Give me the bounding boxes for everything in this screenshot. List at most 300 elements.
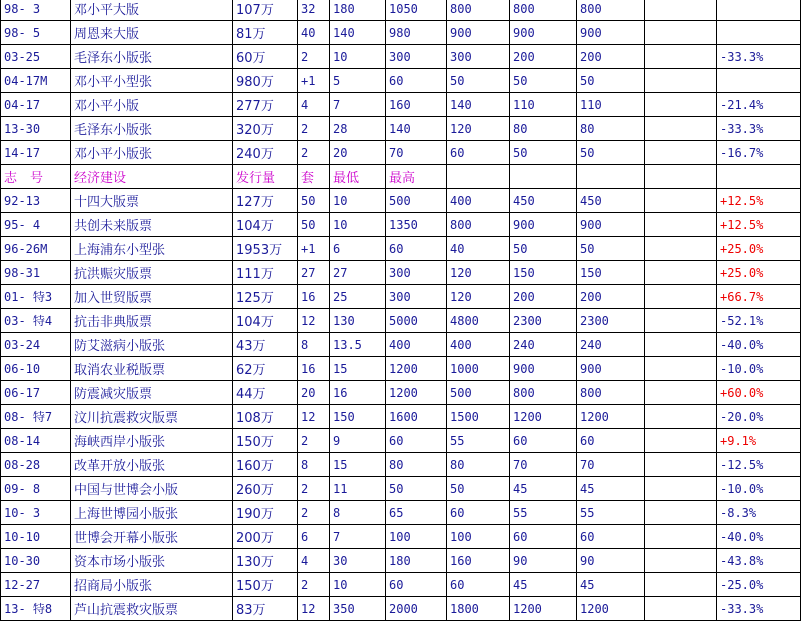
price-b-cell: 50: [510, 237, 577, 261]
table-row: [1, 525, 801, 549]
set-count-cell: 12: [298, 405, 330, 429]
price-c-cell: 900: [577, 357, 645, 381]
issue-code-cell: 08-28: [1, 453, 71, 477]
circulation-cell: 107万: [233, 0, 298, 21]
set-count-cell: 32: [298, 0, 330, 21]
table-row: [1, 309, 801, 333]
circulation-cell: 111万: [233, 261, 298, 285]
stamp-name-cell: 海峡西岸小版张: [71, 429, 233, 453]
table-row: [1, 285, 801, 309]
issue-code-cell: 03-24: [1, 333, 71, 357]
blank-cell: [645, 309, 717, 333]
price-high-cell: 50: [386, 477, 447, 501]
stamp-name-cell: 周恩来大版: [71, 21, 233, 45]
price-low-cell: 5: [330, 69, 386, 93]
price-low-cell: 9: [330, 429, 386, 453]
issue-code-cell: 08-14: [1, 429, 71, 453]
change-percent-cell: -25.0%: [717, 573, 801, 597]
circulation-cell: 1953万: [233, 237, 298, 261]
circulation-cell: 277万: [233, 93, 298, 117]
price-b-cell: 55: [510, 501, 577, 525]
issue-code-cell: 96-26M: [1, 237, 71, 261]
set-count-cell: 6: [298, 525, 330, 549]
table-row: [1, 261, 801, 285]
issue-code-cell: 95- 4: [1, 213, 71, 237]
price-low-cell: 10: [330, 573, 386, 597]
stamp-name-cell: 取消农业税版票: [71, 357, 233, 381]
price-high-cell: 1200: [386, 381, 447, 405]
issue-code-cell: 92-13: [1, 189, 71, 213]
price-low-cell: 10: [330, 189, 386, 213]
price-a-cell: 400: [447, 189, 510, 213]
stamp-name-cell: 汶川抗震救灾版票: [71, 405, 233, 429]
issue-code-cell: 98-31: [1, 261, 71, 285]
blank-cell: [645, 549, 717, 573]
table-row: [1, 429, 801, 453]
price-low-cell: 7: [330, 93, 386, 117]
stamp-name-cell: 世博会开幕小版张: [71, 525, 233, 549]
stamp-name-cell: 抗击非典版票: [71, 309, 233, 333]
price-high-cell: 60: [386, 69, 447, 93]
change-percent-cell: +12.5%: [717, 189, 801, 213]
change-percent-cell: +9.1%: [717, 429, 801, 453]
price-a-cell: 1800: [447, 597, 510, 621]
price-low-cell: 28: [330, 117, 386, 141]
blank-cell: [645, 189, 717, 213]
blank-cell: [645, 501, 717, 525]
price-high-cell: 400: [386, 333, 447, 357]
price-b-cell: 900: [510, 21, 577, 45]
price-b-cell: 900: [510, 213, 577, 237]
price-a-cell: 800: [447, 0, 510, 21]
price-high-cell: 140: [386, 117, 447, 141]
change-percent-cell: -21.4%: [717, 93, 801, 117]
set-count-cell: 2: [298, 429, 330, 453]
price-low-cell: 16: [330, 381, 386, 405]
circulation-cell: 160万: [233, 453, 298, 477]
blank-cell: [645, 405, 717, 429]
section-header-row: [1, 165, 801, 189]
issue-code-cell: 14-17: [1, 141, 71, 165]
table-row: [1, 0, 801, 21]
price-high-cell: 1050: [386, 0, 447, 21]
circulation-cell: 43万: [233, 333, 298, 357]
stamp-name-cell: 邓小平大版: [71, 0, 233, 21]
price-high-cell: 300: [386, 261, 447, 285]
blank-cell: [645, 141, 717, 165]
blank-cell: [645, 213, 717, 237]
circulation-cell: 83万: [233, 597, 298, 621]
price-b-cell: 1200: [510, 405, 577, 429]
set-count-cell: 27: [298, 261, 330, 285]
circulation-cell: 81万: [233, 21, 298, 45]
table-row: [1, 93, 801, 117]
header-price-low-cell: 最低: [330, 165, 386, 189]
price-a-cell: 1000: [447, 357, 510, 381]
price-high-cell: 980: [386, 21, 447, 45]
stamp-name-cell: 防艾滋病小版张: [71, 333, 233, 357]
issue-code-cell: 06-10: [1, 357, 71, 381]
price-low-cell: 350: [330, 597, 386, 621]
price-high-cell: 60: [386, 573, 447, 597]
price-b-cell: 200: [510, 285, 577, 309]
blank-cell: [645, 573, 717, 597]
blank-cell: [645, 117, 717, 141]
issue-code-cell: 12-27: [1, 573, 71, 597]
stamp-name-cell: 上海世博园小版张: [71, 501, 233, 525]
set-count-cell: 12: [298, 597, 330, 621]
circulation-cell: 150万: [233, 573, 298, 597]
issue-code-cell: 09- 8: [1, 477, 71, 501]
price-low-cell: 13.5: [330, 333, 386, 357]
price-c-cell: 50: [577, 141, 645, 165]
issue-code-cell: 10-10: [1, 525, 71, 549]
blank-cell: [645, 453, 717, 477]
set-count-cell: 2: [298, 501, 330, 525]
price-a-cell: 120: [447, 261, 510, 285]
table-row: [1, 117, 801, 141]
stamp-name-cell: 中国与世博会小版: [71, 477, 233, 501]
blank-cell: [645, 69, 717, 93]
issue-code-cell: 01- 特3: [1, 285, 71, 309]
circulation-cell: 320万: [233, 117, 298, 141]
change-percent-cell: +25.0%: [717, 237, 801, 261]
table-row: [1, 141, 801, 165]
blank-cell: [645, 261, 717, 285]
price-high-cell: 500: [386, 189, 447, 213]
price-c-cell: 200: [577, 285, 645, 309]
set-count-cell: 2: [298, 477, 330, 501]
issue-code-cell: 13- 特8: [1, 597, 71, 621]
circulation-cell: 44万: [233, 381, 298, 405]
change-percent-cell: -33.3%: [717, 597, 801, 621]
circulation-cell: 108万: [233, 405, 298, 429]
price-a-cell: 400: [447, 333, 510, 357]
blank-cell: [645, 333, 717, 357]
issue-code-cell: 06-17: [1, 381, 71, 405]
price-b-cell: 70: [510, 453, 577, 477]
table-row: [1, 597, 801, 621]
set-count-cell: 16: [298, 357, 330, 381]
change-percent-cell: -12.5%: [717, 453, 801, 477]
blank-cell: [645, 0, 717, 21]
change-percent-cell: +12.5%: [717, 213, 801, 237]
price-b-cell: 150: [510, 261, 577, 285]
price-c-cell: 60: [577, 429, 645, 453]
change-percent-cell: +66.7%: [717, 285, 801, 309]
blank-cell: [645, 93, 717, 117]
set-count-cell: 2: [298, 117, 330, 141]
price-a-cell: 50: [447, 477, 510, 501]
price-low-cell: 7: [330, 525, 386, 549]
price-low-cell: 180: [330, 0, 386, 21]
circulation-cell: 62万: [233, 357, 298, 381]
price-a-cell: 800: [447, 213, 510, 237]
price-a-cell: 50: [447, 69, 510, 93]
price-b-cell: 110: [510, 93, 577, 117]
header-price-high-cell: 最高: [386, 165, 447, 189]
issue-code-cell: 10-30: [1, 549, 71, 573]
set-count-cell: 12: [298, 309, 330, 333]
price-a-cell: 140: [447, 93, 510, 117]
blank-cell: [645, 45, 717, 69]
price-c-cell: 90: [577, 549, 645, 573]
circulation-cell: 104万: [233, 213, 298, 237]
price-b-cell: 60: [510, 525, 577, 549]
table-row: [1, 69, 801, 93]
stamp-name-cell: 共创未来版票: [71, 213, 233, 237]
change-percent-cell: -20.0%: [717, 405, 801, 429]
blank-cell: [645, 429, 717, 453]
issue-code-cell: 04-17: [1, 93, 71, 117]
header-price-b-cell: [510, 165, 577, 189]
change-percent-cell: -43.8%: [717, 549, 801, 573]
circulation-cell: 240万: [233, 141, 298, 165]
price-c-cell: 80: [577, 117, 645, 141]
header-set-count-cell: 套: [298, 165, 330, 189]
circulation-cell: 127万: [233, 189, 298, 213]
price-high-cell: 300: [386, 285, 447, 309]
price-c-cell: 240: [577, 333, 645, 357]
price-high-cell: 65: [386, 501, 447, 525]
table-row: [1, 333, 801, 357]
price-c-cell: 45: [577, 573, 645, 597]
price-a-cell: 500: [447, 381, 510, 405]
price-high-cell: 5000: [386, 309, 447, 333]
header-issue-code-cell: 志 号: [1, 165, 71, 189]
price-b-cell: 2300: [510, 309, 577, 333]
price-a-cell: 900: [447, 21, 510, 45]
header-price-a-cell: [447, 165, 510, 189]
price-c-cell: 50: [577, 69, 645, 93]
stamp-name-cell: 资本市场小版张: [71, 549, 233, 573]
price-high-cell: 1350: [386, 213, 447, 237]
circulation-cell: 130万: [233, 549, 298, 573]
price-b-cell: 900: [510, 357, 577, 381]
price-b-cell: 200: [510, 45, 577, 69]
price-a-cell: 60: [447, 141, 510, 165]
stamp-name-cell: 毛泽东小版张: [71, 45, 233, 69]
price-low-cell: 25: [330, 285, 386, 309]
blank-cell: [645, 597, 717, 621]
stamp-name-cell: 改革开放小版张: [71, 453, 233, 477]
change-percent-cell: [717, 0, 801, 21]
price-high-cell: 180: [386, 549, 447, 573]
table-row: [1, 21, 801, 45]
circulation-cell: 200万: [233, 525, 298, 549]
stamp-name-cell: 防震减灾版票: [71, 381, 233, 405]
price-low-cell: 27: [330, 261, 386, 285]
set-count-cell: +1: [298, 237, 330, 261]
price-a-cell: 100: [447, 525, 510, 549]
table-row: [1, 45, 801, 69]
stamp-name-cell: 毛泽东小版张: [71, 117, 233, 141]
price-low-cell: 130: [330, 309, 386, 333]
circulation-cell: 104万: [233, 309, 298, 333]
change-percent-cell: [717, 69, 801, 93]
price-low-cell: 10: [330, 213, 386, 237]
price-b-cell: 1200: [510, 597, 577, 621]
change-percent-cell: -10.0%: [717, 477, 801, 501]
stamp-name-cell: 芦山抗震救灾版票: [71, 597, 233, 621]
stamp-name-cell: 十四大版票: [71, 189, 233, 213]
circulation-cell: 150万: [233, 429, 298, 453]
price-low-cell: 6: [330, 237, 386, 261]
price-low-cell: 8: [330, 501, 386, 525]
price-high-cell: 80: [386, 453, 447, 477]
blank-cell: [645, 285, 717, 309]
table-row: [1, 477, 801, 501]
table-row: [1, 381, 801, 405]
circulation-cell: 125万: [233, 285, 298, 309]
stamp-name-cell: 上海浦东小型张: [71, 237, 233, 261]
issue-code-cell: 98- 3: [1, 0, 71, 21]
table-row: [1, 357, 801, 381]
change-percent-cell: -8.3%: [717, 501, 801, 525]
price-c-cell: 800: [577, 0, 645, 21]
price-c-cell: 55: [577, 501, 645, 525]
table-row: [1, 453, 801, 477]
price-b-cell: 800: [510, 0, 577, 21]
price-a-cell: 55: [447, 429, 510, 453]
price-low-cell: 30: [330, 549, 386, 573]
price-b-cell: 45: [510, 477, 577, 501]
price-c-cell: 1200: [577, 597, 645, 621]
issue-code-cell: 04-17M: [1, 69, 71, 93]
price-b-cell: 90: [510, 549, 577, 573]
header-stamp-name-cell: 经济建设: [71, 165, 233, 189]
price-high-cell: 300: [386, 45, 447, 69]
price-b-cell: 50: [510, 141, 577, 165]
price-a-cell: 4800: [447, 309, 510, 333]
stamp-name-cell: 加入世贸版票: [71, 285, 233, 309]
price-low-cell: 15: [330, 357, 386, 381]
price-low-cell: 20: [330, 141, 386, 165]
price-c-cell: 150: [577, 261, 645, 285]
stamp-name-cell: 抗洪赈灾版票: [71, 261, 233, 285]
table-row: [1, 189, 801, 213]
set-count-cell: 2: [298, 45, 330, 69]
table-row: [1, 213, 801, 237]
change-percent-cell: -16.7%: [717, 141, 801, 165]
circulation-cell: 260万: [233, 477, 298, 501]
change-percent-cell: -33.3%: [717, 45, 801, 69]
stamp-name-cell: 邓小平小版: [71, 93, 233, 117]
blank-cell: [645, 477, 717, 501]
set-count-cell: 8: [298, 453, 330, 477]
stamp-name-cell: 招商局小版张: [71, 573, 233, 597]
issue-code-cell: 08- 特7: [1, 405, 71, 429]
price-high-cell: 70: [386, 141, 447, 165]
price-a-cell: 60: [447, 501, 510, 525]
price-c-cell: 1200: [577, 405, 645, 429]
set-count-cell: 50: [298, 213, 330, 237]
table-row: [1, 405, 801, 429]
price-c-cell: 110: [577, 93, 645, 117]
price-a-cell: 40: [447, 237, 510, 261]
price-low-cell: 150: [330, 405, 386, 429]
table-body: [1, 0, 801, 621]
price-a-cell: 160: [447, 549, 510, 573]
change-percent-cell: +60.0%: [717, 381, 801, 405]
price-c-cell: 2300: [577, 309, 645, 333]
header-price-c-cell: [577, 165, 645, 189]
change-percent-cell: -10.0%: [717, 357, 801, 381]
blank-cell: [645, 237, 717, 261]
circulation-cell: 980万: [233, 69, 298, 93]
table-row: [1, 501, 801, 525]
stamp-name-cell: 邓小平小型张: [71, 69, 233, 93]
price-low-cell: 15: [330, 453, 386, 477]
price-c-cell: 50: [577, 237, 645, 261]
price-b-cell: 80: [510, 117, 577, 141]
circulation-cell: 60万: [233, 45, 298, 69]
price-high-cell: 2000: [386, 597, 447, 621]
table-row: [1, 549, 801, 573]
set-count-cell: 2: [298, 573, 330, 597]
price-c-cell: 900: [577, 21, 645, 45]
change-percent-cell: -40.0%: [717, 333, 801, 357]
price-b-cell: 50: [510, 69, 577, 93]
price-high-cell: 100: [386, 525, 447, 549]
price-high-cell: 1200: [386, 357, 447, 381]
stamp-name-cell: 邓小平小版张: [71, 141, 233, 165]
set-count-cell: 2: [298, 141, 330, 165]
header-change-percent-cell: [717, 165, 801, 189]
set-count-cell: 50: [298, 189, 330, 213]
price-b-cell: 240: [510, 333, 577, 357]
blank-cell: [645, 21, 717, 45]
price-a-cell: 120: [447, 285, 510, 309]
issue-code-cell: 03- 特4: [1, 309, 71, 333]
price-c-cell: 800: [577, 381, 645, 405]
table-row: [1, 237, 801, 261]
price-high-cell: 160: [386, 93, 447, 117]
price-low-cell: 10: [330, 45, 386, 69]
change-percent-cell: -33.3%: [717, 117, 801, 141]
set-count-cell: 20: [298, 381, 330, 405]
price-low-cell: 140: [330, 21, 386, 45]
price-c-cell: 900: [577, 213, 645, 237]
price-a-cell: 80: [447, 453, 510, 477]
issue-code-cell: 98- 5: [1, 21, 71, 45]
set-count-cell: 40: [298, 21, 330, 45]
price-b-cell: 450: [510, 189, 577, 213]
blank-cell: [645, 525, 717, 549]
header-blank-cell: [645, 165, 717, 189]
set-count-cell: 8: [298, 333, 330, 357]
price-a-cell: 60: [447, 573, 510, 597]
issue-code-cell: 10- 3: [1, 501, 71, 525]
table-row: [1, 573, 801, 597]
price-c-cell: 60: [577, 525, 645, 549]
circulation-cell: 190万: [233, 501, 298, 525]
price-high-cell: 1600: [386, 405, 447, 429]
price-b-cell: 45: [510, 573, 577, 597]
issue-code-cell: 13-30: [1, 117, 71, 141]
change-percent-cell: -40.0%: [717, 525, 801, 549]
header-circulation-cell: 发行量: [233, 165, 298, 189]
price-a-cell: 1500: [447, 405, 510, 429]
price-c-cell: 200: [577, 45, 645, 69]
change-percent-cell: -52.1%: [717, 309, 801, 333]
price-a-cell: 120: [447, 117, 510, 141]
price-high-cell: 60: [386, 429, 447, 453]
change-percent-cell: +25.0%: [717, 261, 801, 285]
issue-code-cell: 03-25: [1, 45, 71, 69]
price-a-cell: 300: [447, 45, 510, 69]
set-count-cell: 16: [298, 285, 330, 309]
